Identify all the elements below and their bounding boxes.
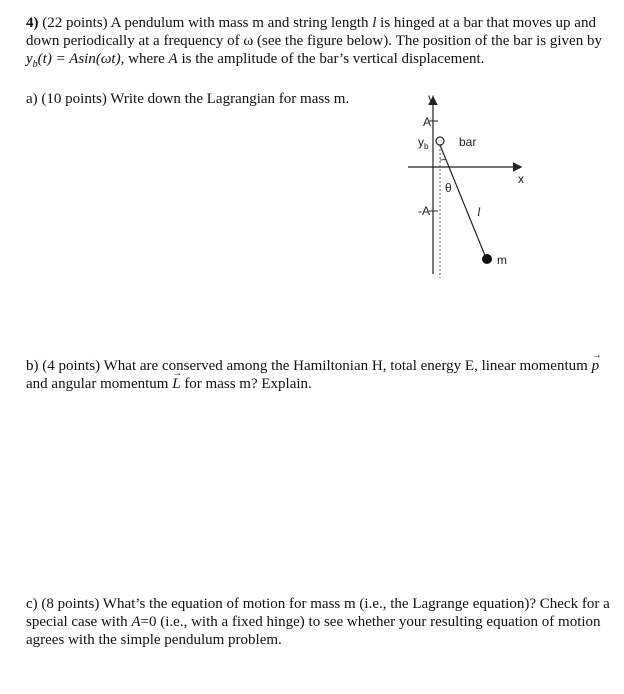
problem-points: (22 points) — [42, 15, 108, 31]
angular-momentum-vector: L → — [172, 375, 180, 393]
amplitude-symbol: A — [168, 51, 178, 67]
problem-text-1: A pendulum with mass m and string length — [107, 15, 373, 31]
part-b-text-3: for mass m? Explain. — [180, 376, 312, 392]
part-c-text-2: =0 (i.e., with a fixed hinge) to see whether your resulting equation of motion agrees with the simple pendulum problem. — [26, 614, 601, 648]
momentum-vector: p → — [592, 357, 600, 375]
bar-position-equation: $y_b(t) = Asin(\omega t)$ — [26, 51, 121, 70]
part-b-text-1: What are conserved among the Hamiltonian H, total energy E, linear momentum — [100, 358, 592, 374]
part-a — [26, 90, 406, 108]
problem-text-2: is hinged at a bar that moves up and down periodically at a frequency of ω (see the figure below). The position of the bar is given by — [26, 15, 602, 49]
x-axis-label: x — [518, 172, 524, 186]
bar-label: bar — [459, 135, 477, 149]
part-b-text-2: and angular momentum — [26, 376, 173, 392]
part-c-text-1: What’s the equation of motion for mass m (i.e., the Lagrange equation)? Check for a special case with — [26, 596, 610, 630]
problem-text-4: is the amplitude of the bar’s vertical displacement. — [177, 51, 485, 67]
pendulum-string — [440, 145, 486, 258]
pendulum-figure — [400, 88, 560, 288]
mass-bob-icon — [482, 254, 492, 264]
length-symbol: l — [372, 15, 377, 31]
bar-position-label: $y_b$ — [418, 135, 429, 151]
upper-tick-label: A — [423, 115, 432, 129]
hinge-icon — [436, 137, 444, 145]
lower-tick-label: -A — [418, 204, 430, 218]
problem-text-3: , where — [120, 51, 169, 67]
problem-statement — [26, 14, 611, 74]
pendulum-diagram — [400, 88, 560, 288]
y-axis-label: y — [428, 91, 434, 105]
part-c-label: c) (8 points) — [26, 596, 100, 612]
part-b — [26, 357, 611, 393]
special-case-symbol: A — [131, 614, 141, 630]
angle-arc — [440, 159, 446, 160]
length-label: l — [477, 204, 481, 219]
part-b-label: b) (4 points) — [26, 358, 101, 374]
mass-label: m — [497, 253, 507, 267]
part-a-label: a) (10 points) — [26, 91, 107, 107]
part-a-text: Write down the Lagrangian for mass m. — [106, 91, 350, 107]
angle-label: θ — [445, 181, 452, 195]
part-c — [26, 595, 611, 649]
problem-number: 4) — [26, 15, 39, 31]
